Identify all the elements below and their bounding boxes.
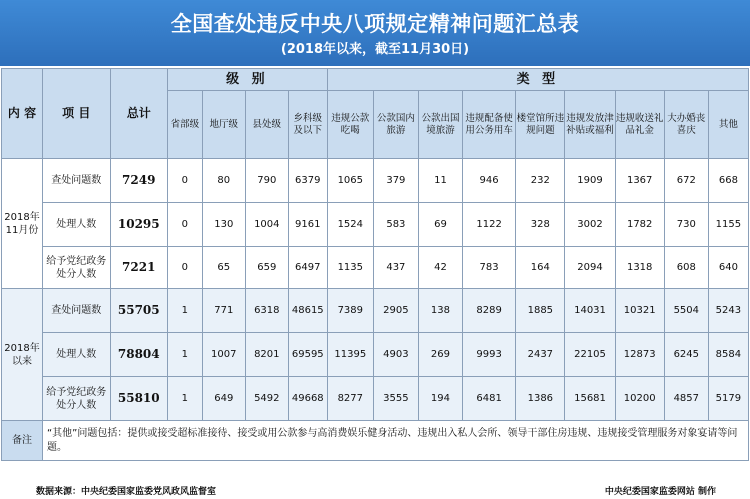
type-value: 328 — [516, 203, 565, 247]
type-value: 608 — [664, 247, 708, 289]
type-value: 5243 — [708, 289, 748, 333]
level-value: 5492 — [245, 377, 288, 421]
total-value: 7221 — [110, 247, 167, 289]
item-label: 查处问题数 — [42, 289, 110, 333]
type-value: 2094 — [565, 247, 615, 289]
level-value: 130 — [202, 203, 245, 247]
level-value: 649 — [202, 377, 245, 421]
level-value: 1 — [167, 333, 202, 377]
note-text: “其他”问题包括：提供或接受超标准接待、接受或用公款参与高消费娱乐健身活动、违规出入私人会所、领导干部住房违规、违规接受管理服务对象宴请等问题。 — [42, 421, 748, 461]
header-type-group: 类 型 — [327, 69, 748, 91]
type-value: 1155 — [708, 203, 748, 247]
header-content: 内 容 — [2, 69, 43, 159]
level-value: 9161 — [288, 203, 327, 247]
table-row — [2, 289, 749, 333]
period-label: 2018年以来 — [2, 289, 43, 421]
type-value: 1909 — [565, 159, 615, 203]
level-value: 1 — [167, 289, 202, 333]
header-type: 公款国内旅游 — [373, 91, 418, 159]
type-value: 640 — [708, 247, 748, 289]
type-value: 4903 — [373, 333, 418, 377]
type-value: 194 — [418, 377, 462, 421]
title-banner — [0, 0, 750, 66]
total-value: 78804 — [110, 333, 167, 377]
header-level: 县处级 — [245, 91, 288, 159]
type-value: 9993 — [462, 333, 515, 377]
level-value: 0 — [167, 247, 202, 289]
type-value: 1367 — [615, 159, 664, 203]
type-value: 10321 — [615, 289, 664, 333]
type-value: 11395 — [327, 333, 373, 377]
footer — [0, 483, 750, 499]
level-value: 0 — [167, 203, 202, 247]
type-value: 5504 — [664, 289, 708, 333]
type-value: 668 — [708, 159, 748, 203]
type-value: 946 — [462, 159, 515, 203]
data-source: 数据来源：中央纪委国家监委党风政风监督室 — [36, 487, 217, 497]
header-level: 省部级 — [167, 91, 202, 159]
type-value: 1782 — [615, 203, 664, 247]
level-value: 65 — [202, 247, 245, 289]
header-type: 违规发放津补贴或福利 — [565, 91, 615, 159]
type-value: 1318 — [615, 247, 664, 289]
header-type: 违规收送礼品礼金 — [615, 91, 664, 159]
level-value: 6379 — [288, 159, 327, 203]
type-value: 10200 — [615, 377, 664, 421]
type-value: 8289 — [462, 289, 515, 333]
level-value: 1007 — [202, 333, 245, 377]
type-value: 11 — [418, 159, 462, 203]
level-value: 6497 — [288, 247, 327, 289]
type-value: 4857 — [664, 377, 708, 421]
note-label: 备注 — [2, 421, 43, 461]
level-value: 0 — [167, 159, 202, 203]
header-level: 地厅级 — [202, 91, 245, 159]
type-value: 42 — [418, 247, 462, 289]
type-value: 8277 — [327, 377, 373, 421]
header-type: 大办婚丧喜庆 — [664, 91, 708, 159]
type-value: 138 — [418, 289, 462, 333]
header-total: 总计 — [110, 69, 167, 159]
type-value: 12873 — [615, 333, 664, 377]
header-level: 乡科级及以下 — [288, 91, 327, 159]
type-value: 269 — [418, 333, 462, 377]
type-value: 2437 — [516, 333, 565, 377]
item-label: 处理人数 — [42, 203, 110, 247]
item-label: 给予党纪政务处分人数 — [42, 377, 110, 421]
item-label: 处理人数 — [42, 333, 110, 377]
type-value: 232 — [516, 159, 565, 203]
total-value: 55810 — [110, 377, 167, 421]
table-row — [2, 377, 749, 421]
type-value: 3002 — [565, 203, 615, 247]
header-type: 违规配备使用公务用车 — [462, 91, 515, 159]
type-value: 15681 — [565, 377, 615, 421]
type-value: 1122 — [462, 203, 515, 247]
level-value: 80 — [202, 159, 245, 203]
level-value: 6318 — [245, 289, 288, 333]
type-value: 1885 — [516, 289, 565, 333]
level-value: 771 — [202, 289, 245, 333]
type-value: 2905 — [373, 289, 418, 333]
type-value: 730 — [664, 203, 708, 247]
level-value: 48615 — [288, 289, 327, 333]
page-title: 全国查处违反中央八项规定精神问题汇总表 — [170, 12, 580, 36]
total-value: 10295 — [110, 203, 167, 247]
type-value: 7389 — [327, 289, 373, 333]
item-label: 查处问题数 — [42, 159, 110, 203]
type-value: 1065 — [327, 159, 373, 203]
level-value: 8201 — [245, 333, 288, 377]
type-value: 379 — [373, 159, 418, 203]
level-value: 49668 — [288, 377, 327, 421]
level-value: 1 — [167, 377, 202, 421]
type-value: 8584 — [708, 333, 748, 377]
table-row — [2, 247, 749, 289]
table-row — [2, 333, 749, 377]
level-value: 790 — [245, 159, 288, 203]
summary-table — [1, 68, 749, 461]
type-value: 1386 — [516, 377, 565, 421]
type-value: 437 — [373, 247, 418, 289]
total-value: 7249 — [110, 159, 167, 203]
header-type: 楼堂馆所违规问题 — [516, 91, 565, 159]
header-type: 违规公款吃喝 — [327, 91, 373, 159]
table-row — [2, 159, 749, 203]
type-value: 1135 — [327, 247, 373, 289]
header-type: 公款出国境旅游 — [418, 91, 462, 159]
type-value: 5179 — [708, 377, 748, 421]
type-value: 583 — [373, 203, 418, 247]
type-value: 14031 — [565, 289, 615, 333]
table-row — [2, 203, 749, 247]
type-value: 6481 — [462, 377, 515, 421]
type-value: 672 — [664, 159, 708, 203]
type-value: 1524 — [327, 203, 373, 247]
type-value: 783 — [462, 247, 515, 289]
level-value: 1004 — [245, 203, 288, 247]
total-value: 55705 — [110, 289, 167, 333]
level-value: 69595 — [288, 333, 327, 377]
period-label: 2018年11月份 — [2, 159, 43, 289]
type-value: 69 — [418, 203, 462, 247]
producer-credit: 中央纪委国家监委网站 制作 — [604, 487, 716, 497]
type-value: 22105 — [565, 333, 615, 377]
header-type: 其他 — [708, 91, 748, 159]
type-value: 164 — [516, 247, 565, 289]
header-item: 项 目 — [42, 69, 110, 159]
type-value: 3555 — [373, 377, 418, 421]
level-value: 659 — [245, 247, 288, 289]
type-value: 6245 — [664, 333, 708, 377]
page-subtitle: (2018年以来，截至11月30日) — [280, 42, 470, 57]
item-label: 给予党纪政务处分人数 — [42, 247, 110, 289]
header-level-group: 级 别 — [167, 69, 327, 91]
